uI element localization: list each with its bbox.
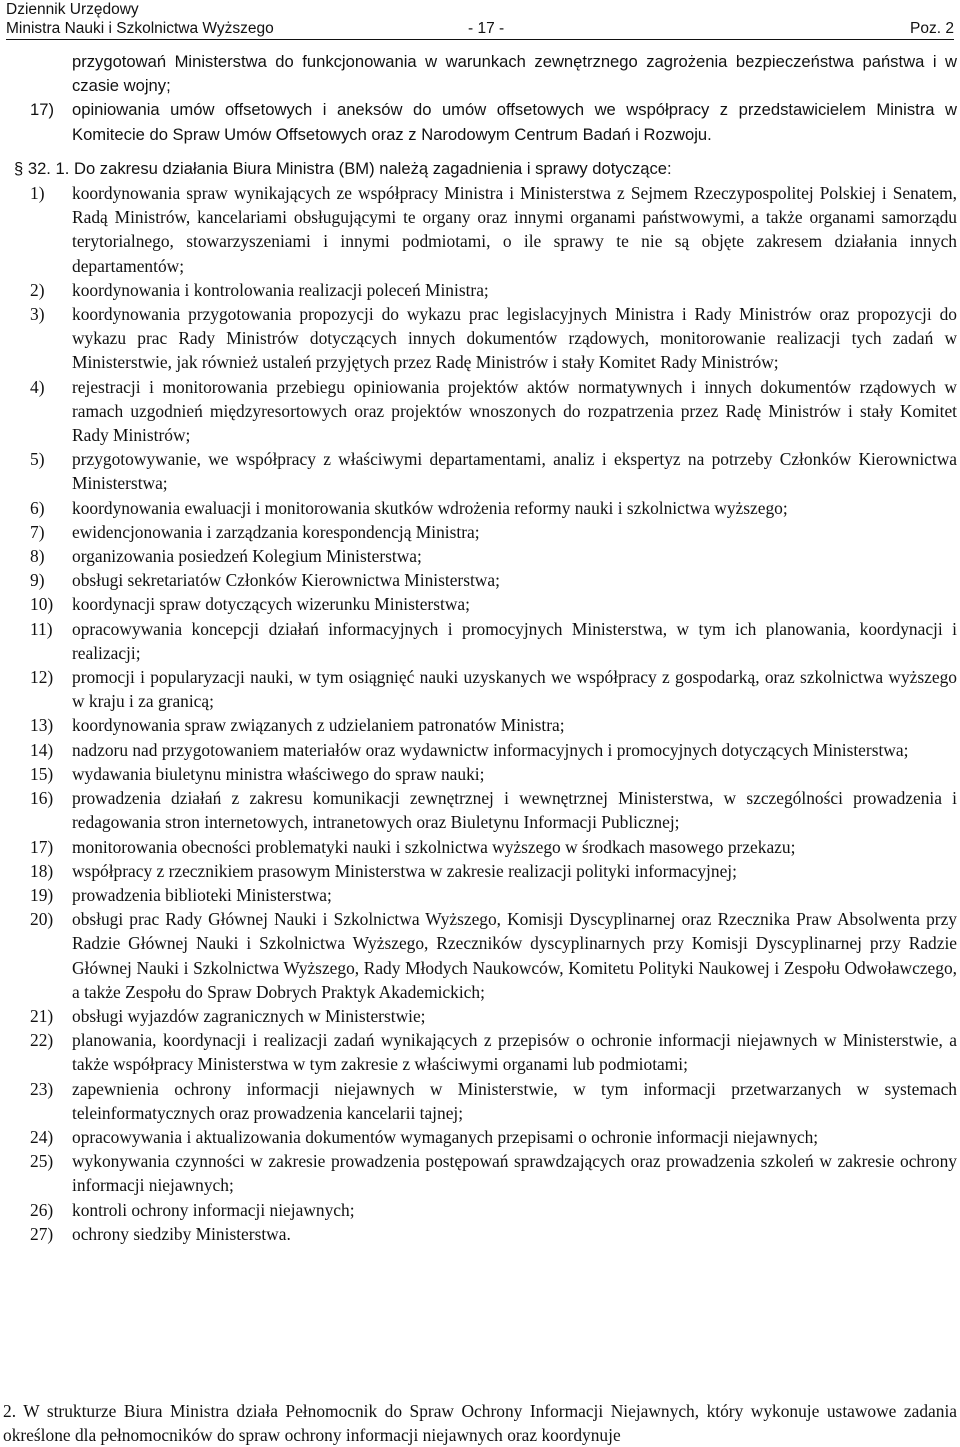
item-text: planowania, koordynacji i realizacji zadań wynikających z przepisów o ochronie informacji niejawnych w Ministerstwie, a także współpracy Ministerstwa w tym zakresie z właściwymi organami lub podmiotami; [72,1030,957,1075]
item-number: 7) [30,521,45,542]
item-number: 10) [30,594,54,615]
section-lead-text: Do zakresu działania Biura Ministra (BM) należą zagadnienia i sprawy dotyczące: [73,158,672,178]
item-text: kontroli ochrony informacji niejawnych; [72,1199,355,1220]
item-number: 27) [30,1223,54,1244]
list-item [30,375,957,448]
item-text: ochrony siedziby Ministerstwa. [72,1223,291,1244]
item-text: promocji i popularyzacji nauki, w tym osiągnięć nauki uzyskanych we współpracy z gospodarką, oraz szkolnictwa wyższego w kraju i za granicą; [72,667,957,712]
section-items [30,181,957,1246]
item-number: 22) [30,1030,54,1051]
list-item [30,181,957,278]
item-text: koordynowania i kontrolowania realizacji poleceń Ministra; [72,279,489,300]
list-item [30,1125,957,1149]
list-item [30,1004,957,1028]
item-text: obsługi sekretariatów Członków Kierownictwa Ministerstwa; [72,570,500,591]
page-number: - 17 - [468,20,505,37]
list-item [30,859,957,883]
item-text: opracowywania i aktualizowania dokumentów wymaganych przepisami o ochronie informacji niejawnych; [72,1126,819,1147]
item-text: organizowania posiedzeń Kolegium Ministerstwa; [72,546,422,567]
item-number: 8) [30,546,45,567]
list-item [30,520,957,544]
list-item [30,1222,957,1246]
continued-item-text: przygotowań Ministerstwa do funkcjonowania w warunkach zewnętrznego zagrożenia bezpieczeństwa państwa i w czasie wojny; [72,52,957,96]
item-number: 6) [30,497,45,518]
item-number: 14) [30,739,54,760]
item-number: 24) [30,1126,54,1147]
page-header [6,0,954,40]
position-number: Poz. 2 [910,20,954,37]
item-number: 17) [30,100,54,120]
item-text: wydawania biuletynu ministra właściwego do spraw nauki; [72,763,485,784]
list-item [30,762,957,786]
list-item [30,907,957,1004]
list-item [30,786,957,834]
list-item [30,278,957,302]
item-text: ewidencjonowania i zarządzania korespondencją Ministra; [72,521,480,542]
list-item [30,568,957,592]
item-text: obsługi wyjazdów zagranicznych w Ministerstwie; [72,1005,426,1026]
list-item [30,1198,957,1222]
item-number: 18) [30,860,54,881]
item-number: 23) [30,1078,54,1099]
section-lead [14,157,957,181]
list-item [30,835,957,859]
list-item [30,883,957,907]
spacer [30,147,957,157]
item-text: obsługi prac Rady Głównej Nauki i Szkolnictwa Wyższego, Komisji Dyscyplinarnej oraz Rzecznika Praw Absolwenta przy Radzie Głównej Nauki i Szkolnictwa Wyższego, Rzeczników dyscyplinarnych przy Komisji Dyscyplinarnej przy Radzie Głównej Nauki i Szkolnictwa Wyższego, Rady Młodych Naukowców, Komitetu Polityki Naukowej i Zespołu Odwoławczego, a także Zespołu do Spraw Dobrych Praktyk Akademickich; [72,909,957,1002]
item-text: zapewnienia ochrony informacji niejawnych w Ministerstwie, w tym informacji przetwarzanych w systemach teleinformatycznych oraz prowadzenia kancelarii tajnej; [72,1078,957,1123]
list-item [30,1077,957,1125]
item-number: 11) [30,618,53,639]
item-number: 9) [30,570,45,591]
item-text: koordynacji spraw dotyczących wizerunku Ministerstwa; [72,594,470,615]
item-text: opiniowania umów offsetowych i aneksów do umów offsetowych we współpracy z przedstawicielem Ministra w Komitecie do Spraw Umów Offsetowych oraz z Narodowym Centrum Badań i Rozwoju. [72,100,957,144]
item-number: 25) [30,1151,54,1172]
item-number: 5) [30,449,45,470]
item-text: opracowywania koncepcji działań informacyjnych i promocyjnych Ministerstwa, w tym ich planowania, koordynacji i realizacji; [72,618,957,663]
list-item [30,617,957,665]
item-number: 20) [30,909,54,930]
journal-subtitle: Ministra Nauki i Szkolnictwa Wyższego [6,20,274,37]
section-number: § 32. 1. [14,158,70,178]
list-item [30,447,957,495]
item-number: 15) [30,763,54,784]
continued-item-17 [30,98,957,146]
item-text: koordynowania ewaluacji i monitorowania skutków wdrożenia reformy nauki i szkolnictwa wyższego; [72,497,788,518]
journal-title: Dziennik Urzędowy [6,1,139,18]
item-number: 3) [30,304,45,325]
item-number: 12) [30,667,54,688]
list-item [30,665,957,713]
list-item [30,496,957,520]
document-body [14,50,957,1246]
item-text: współpracy z rzecznikiem prasowym Ministerstwa w zakresie realizacji polityki informacyjnej; [72,860,737,881]
item-text: rejestracji i monitorowania przebiegu opiniowania projektów aktów normatywnych i innych dokumentów rządowych w ramach uzgodnień międzyresortowych oraz projektów wnoszonych do rozpatrzenia przez Radę Ministrów i stały Komitet Rady Ministrów; [72,376,957,446]
item-text: prowadzenia działań z zakresu komunikacji zewnętrznej i wewnętrznej Ministerstwa, w szczególności prowadzenia i redagowania stron internetowych, intranetowych oraz Biuletynu Informacji Publicznej; [72,788,957,833]
item-number: 2) [30,279,45,300]
list-item [30,713,957,737]
item-number: 13) [30,715,54,736]
item-number: 1) [30,183,45,204]
list-item [30,592,957,616]
item-number: 19) [30,884,54,905]
header-rule [6,39,954,40]
item-text: przygotowywanie, we współpracy z właściwymi departamentami, analiz i ekspertyz na potrzeby Członków Kierownictwa Ministerstwa; [72,449,957,494]
list-item [30,302,957,375]
item-text: koordynowania przygotowania propozycji do wykazu prac legislacyjnych Ministra i Rady Ministrów oraz propozycji do wykazu prac Rady Ministrów dotyczących innych dokumentów rządowych, monitorowanie realizacji tych zadań w Ministerstwie, jak również ustaleń przyjętych przez Radę Ministrów i stały Komitet Rady Ministrów; [72,304,957,373]
paragraph-2: 2. W strukturze Biura Ministra działa Pełnomocnik do Spraw Ochrony Informacji Niejawnych, który wykonuje ustawowe zadania określone dla pełnomocników do spraw ochrony informacji niejawnych oraz koordynuje [3,1401,957,1446]
item-number: 26) [30,1199,54,1220]
list-item [30,544,957,568]
item-text: prowadzenia biblioteki Ministerstwa; [72,884,332,905]
item-text: koordynowania spraw wynikających ze współpracy Ministra i Ministerstwa z Sejmem Rzeczypospolitej Polskiej i Senatem, Radą Ministrów, kancelariami obsługującymi te organy oraz innymi organami państwowymi, a także organami samorządu terytorialnego, stowarzyszeniami i innymi podmiotami, o ile sprawy te nie są objęte zakresem działania innych departamentów; [72,183,957,276]
item-text: nadzoru nad przygotowaniem materiałów oraz wydawnictw informacyjnych i promocyjnych dotyczących Ministerstwa; [72,739,909,760]
list-item [30,738,957,762]
item-text: koordynowania spraw związanych z udzielaniem patronatów Ministra; [72,715,565,736]
list-item [30,1028,957,1076]
item-text: monitorowania obecności problematyki nauki i szkolnictwa wyższego w środkach masowego przekazu; [72,836,796,857]
item-number: 21) [30,1005,54,1026]
item-number: 16) [30,788,54,809]
item-number: 17) [30,836,54,857]
list-item [30,1149,957,1197]
item-text: wykonywania czynności w zakresie prowadzenia postępowań sprawdzających oraz prowadzenia szkoleń w zakresie ochrony informacji niejawnych; [72,1151,957,1196]
item-number: 4) [30,376,45,397]
